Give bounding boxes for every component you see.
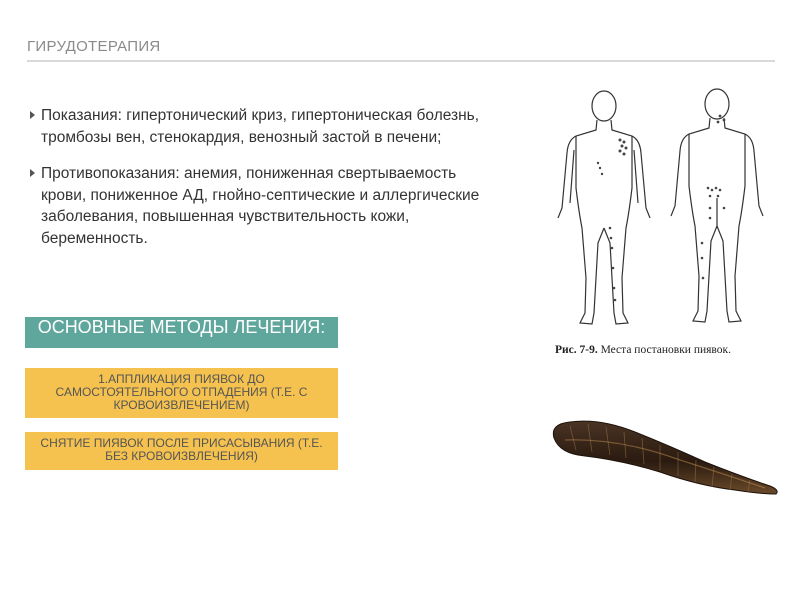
figure-caption: [555, 344, 731, 356]
method-box-removal: СНЯТИЕ ПИЯВОК ПОСЛЕ ПРИСАСЫВАНИЯ (Т.Е. БЕЗ КРОВОИЗВЛЕЧЕНИЯ): [25, 432, 338, 470]
body-back-points: [701, 115, 726, 280]
figure-caption-text: Места постановки пиявок.: [600, 344, 731, 356]
method-box-application: 1.АППЛИКАЦИЯ ПИЯВОК ДО САМОСТОЯТЕЛЬНОГО ОТПАДЕНИЯ (Т.Е. С КРОВОИЗВЛЕЧЕНИЕМ): [25, 368, 338, 418]
figure-caption-number: Рис. 7-9.: [555, 344, 598, 356]
body-back-icon: [671, 89, 763, 322]
methods-header: ОСНОВНЫЕ МЕТОДЫ ЛЕЧЕНИЯ:: [25, 317, 338, 348]
body-front-icon: [558, 91, 650, 324]
slide-title: ГИРУДОТЕРАПИЯ: [27, 38, 161, 55]
bullet-indications: [30, 105, 500, 148]
bullet-marker-icon: [30, 111, 35, 119]
bullet-marker-icon: [30, 169, 35, 177]
title-divider: [27, 60, 775, 62]
bullet-text: Показания: гипертонический криз, гипертоническая болезнь, тромбозы вен, стенокардия, венозный застой в печени;: [41, 107, 480, 146]
bullet-list: [30, 105, 500, 264]
body-diagram-figure: [552, 78, 772, 363]
bullet-contraindications: [30, 163, 500, 249]
leech-photo-icon: [540, 410, 785, 505]
bullet-text: Противопоказания: анемия, пониженная свертываемость крови, пониженное АД, гнойно-септические и аллергические заболевания, повышенная чувствительность кожи, беременность.: [41, 165, 480, 247]
